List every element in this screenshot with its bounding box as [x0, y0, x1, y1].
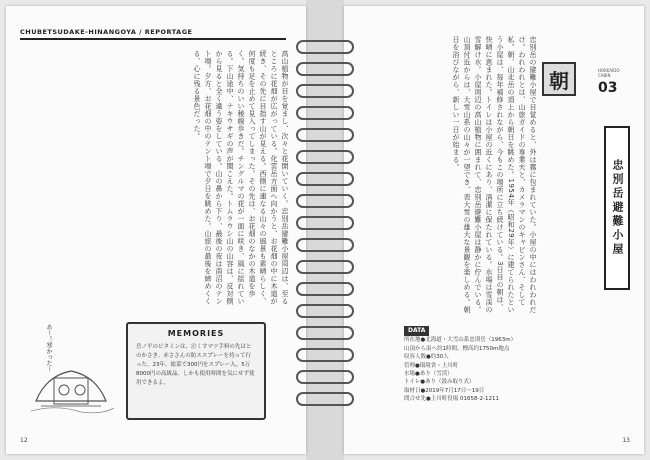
ring [296, 40, 354, 54]
data-line: 所在地●北海道・大雪山系忠別岳（1963m） [404, 337, 517, 344]
ring [296, 304, 354, 318]
running-head [20, 24, 286, 40]
memories-title: MEMORIES [167, 329, 225, 338]
data-line: トイレ●あり（汲み取り式） [404, 379, 475, 386]
ring [296, 370, 354, 384]
data-label: DATA [404, 326, 429, 336]
hut-sketch-icon [26, 316, 116, 416]
issue-number: 03 [598, 80, 618, 96]
memories-box [126, 322, 266, 420]
data-line: 取材日●2019年7月17日〜19日 [404, 387, 485, 394]
spiral-binding [296, 40, 354, 420]
data-line: 山頂から南へ約1時間、標高約1750m地点 [404, 345, 510, 352]
page-number-left: 12 [20, 437, 28, 444]
left-page [6, 6, 306, 454]
ring [296, 128, 354, 142]
ring [296, 194, 354, 208]
data-box [404, 326, 616, 418]
feature-title: 忠別岳避難小屋 [604, 126, 630, 290]
issue-box [598, 68, 630, 96]
data-line: 収容人数●約30人 [404, 354, 449, 361]
ring [296, 392, 354, 406]
data-line: 問合せ先●上川町役場 01658-2-1211 [404, 396, 500, 403]
ring [296, 260, 354, 274]
drop-cap-kanji: 朝 [542, 62, 576, 96]
ring [296, 150, 354, 164]
ring [296, 106, 354, 120]
ring [296, 326, 354, 340]
body-text-right: 忠別岳の避難小屋で目覚めると、外は霧に包まれていた。小屋の中にはわれわれだけ。われわれとは、山旅ガイドの専業夫と、カメラマンのキャビンさん、そして私。朝、山北岳の頂上から朝日を眺めた。1954年（昭和29年）に建てられたという小屋は、毎年補修されながら、今もこの場所に立ち続けている。3日目の朝は、快晴に恵まれた。トイレは小屋の近くにあり、清潔に保たれている。水場は雪渓の雪解け水。小屋周辺の高山植物に囲まれて、忠別岳避難小屋は静かに佇んでいる。山頂付近からは、大雪山系の山々が一望でき、表大雪の雄大な景観を楽しめる。朝日を浴びながら、新しい一日が始まる。 [452, 36, 537, 314]
ring [296, 62, 354, 76]
ring [296, 282, 354, 296]
data-line: 水場●あり（雪渓） [404, 371, 453, 378]
running-head-text: CHUBETSUDAKE-HINANGOYA / REPORTAGE [20, 28, 193, 36]
ring [296, 84, 354, 98]
ring [296, 172, 354, 186]
page-number-right: 13 [622, 437, 630, 444]
ring [296, 348, 354, 362]
memories-text: 岳ノ平のビタミンは、泣くすマツ手料の先はとのかさき。赤ささんの防ススプレーを持って行った。23年、総菜で300円をスプレー入。5万8000円の高級品。しかも使用時間を気にせず使用できるよ。 [136, 344, 255, 386]
ring [296, 238, 354, 252]
ring [296, 216, 354, 230]
sketch-illustration [26, 316, 116, 416]
data-line: 管理●環境省・上川町 [404, 362, 459, 369]
series-label: HOKKAIDO CABIN [598, 68, 620, 78]
right-page [344, 6, 644, 454]
sketch-caption: あ〜！寒かった〜 [45, 324, 52, 372]
body-text-upper: 高山植物が目を覚まし、次々と花開いていく。忠別岳避難小屋周辺は、至るところに花畑が広がっている。化雲岳方面へ向かうと、お花畑の中に木道が続き、その先に目指す山が見える。西側に連なる山々の風景も素晴らしく、何度も足を止めて見入ってしまった。その先は、お花畑のなかの木道を歩く。気持ちのいい稜線歩きだ。チングルマの花が一面に咲き、風に揺れている。下山途中、ナキウサギの声が聞こえた。トムラウシ山の山容は、反対側から見ると全く違う姿をしている。山の鼻から下り、最後の夜は南沼のテント場。夕方、お花畑の中のテント場で夕日を眺めた。山旅の最後を締めくくる、心に残る景色だった。 [193, 50, 289, 305]
